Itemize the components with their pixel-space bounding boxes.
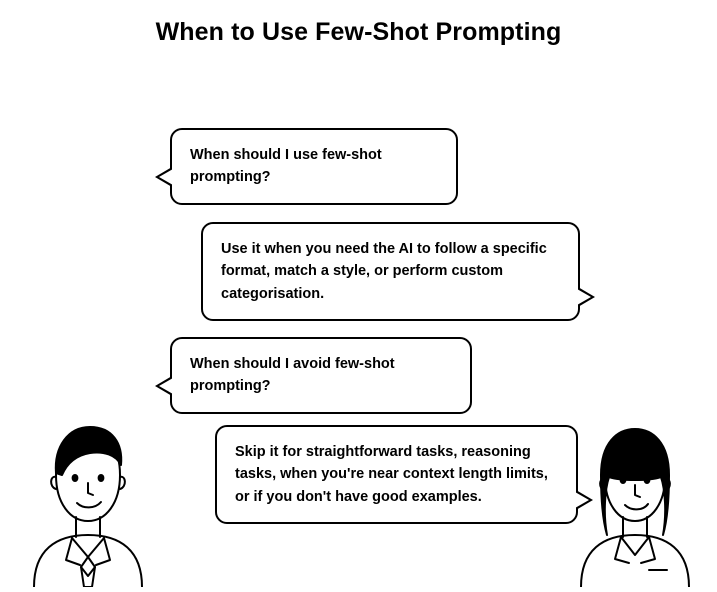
speech-bubble-question-1: When should I use few-shot prompting?: [170, 128, 458, 205]
woman-avatar-icon: [575, 417, 695, 592]
speech-bubble-answer-1: Use it when you need the AI to follow a specific format, match a style, or perform custom categorisation.: [201, 222, 580, 321]
speech-bubble-question-2: When should I avoid few-shot prompting?: [170, 337, 472, 414]
man-avatar-icon: [28, 417, 148, 592]
speech-bubble-answer-2: Skip it for straightforward tasks, reasoning tasks, when you're near context length limits, or if you don't have good examples.: [215, 425, 578, 524]
page-title: When to Use Few-Shot Prompting: [155, 18, 562, 46]
